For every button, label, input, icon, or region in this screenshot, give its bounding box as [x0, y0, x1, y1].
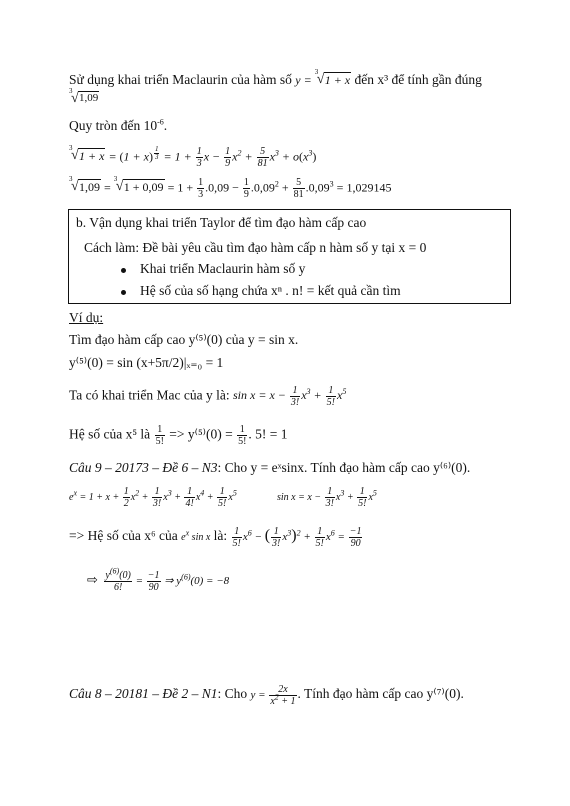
- mac-expansion: Ta có khai triển Mac của y là: sin x = x − $\frac{1}{3!}$ $x^3$ + $\frac{1}{5!}$ $x^5$: [69, 385, 347, 408]
- bullet-icon: [121, 268, 126, 273]
- box-method: Cách làm: Đề bài yêu cầu tìm đạo hàm cấp n hàm số y tại x = 0: [84, 240, 427, 255]
- approximation-formula: 3 √ 1,09 = 3 √ 1 + 0,09 = 1 + $\frac{1}{3}$ .0,09 − $\frac{1}{9}$ $.0,09^2$ + $\frac{5}{81}$ $.0,09^3 = 1,029145$: [69, 175, 392, 200]
- intro-text-suffix: đến x³ để tính gần đúng: [354, 72, 482, 87]
- intro-text: Sử dụng khai triển Maclaurin của hàm số: [69, 72, 292, 87]
- sin-expansion: sin x = x − $\frac{1}{3!}$ $x^3$ + $\frac{1}{5!}$ $x^5$: [277, 486, 377, 509]
- intro-line-1: [69, 68, 482, 88]
- box-heading: b. Vận dụng khai triển Taylor để tìm đạo hàm cấp cao: [76, 215, 367, 230]
- final-result: ⇨ $\frac{y^{(6)}(0)}{6!}$ = $\frac{-1}{90}$ ⇒ $y^{(6)}(0) = -8$: [87, 566, 230, 593]
- example-label: Ví dụ:: [69, 310, 104, 325]
- box-bullet-1: Khai triển Maclaurin hàm số y: [140, 261, 306, 276]
- intro-function: y = 3 √ 1 + x: [295, 68, 351, 87]
- question-8: Câu 8 – 20181 – Đề 2 – N1: Cho y = $\frac{2x}{x^2 + 1}$ . Tính đạo hàm cấp cao y⁽⁷⁾(0).: [69, 684, 464, 707]
- example-task: Tìm đạo hàm cấp cao y⁽⁵⁾(0) của y = sin x.: [69, 332, 299, 347]
- box-bullet-2: Hệ số của số hạng chứa xⁿ . n! = kết quả cần tìm: [140, 283, 401, 298]
- exp-expansion: $e^x = 1 + x$ + $\frac{1}{2}$ $x^2$ + $\frac{1}{3!}$ $x^3$ + $\frac{1}{4!}$ $x^4$ + $\frac{1}{5!}$ $x^5$: [69, 486, 237, 509]
- maclaurin-formula: 3 √ 1 + x = (1 + x) $^{\frac{1}{3}}$ = 1 + $\frac{1}{3}$ x − $\frac{1}{9}$ $x^2$ + $\frac{5}{81}$ $x^3 + o(x^3)$: [69, 144, 317, 170]
- bullet-icon: [121, 290, 126, 295]
- coefficient-x6: => Hệ số của x⁶ của $e^x$ sin x là: $\frac{1}{5!}$ $x^6$ − ( $\frac{1}{3!}$ $x^3)^2$ + $\frac{1}{5!}$ $x^6$ = $\frac{-1}{90}$: [69, 526, 362, 549]
- question-9: Câu 9 – 20173 – Đề 6 – N3: Cho y = eˣsinx. Tính đạo hàm cấp cao y⁽⁶⁾(0).: [69, 460, 471, 475]
- example-equation: y⁽⁵⁾(0) = sin (x+5π/2)|ₓ₌₀ = 1: [69, 355, 224, 370]
- rounding-note: Quy tròn đến $10^{-6}$.: [69, 117, 168, 133]
- intro-value: 3 √ 1,09: [69, 87, 99, 106]
- coefficient-x5: Hệ số của x⁵ là $\frac{1}{5!}$ => y⁽⁵⁾(0) = $\frac{1}{5!}$ . 5! = 1: [69, 424, 288, 447]
